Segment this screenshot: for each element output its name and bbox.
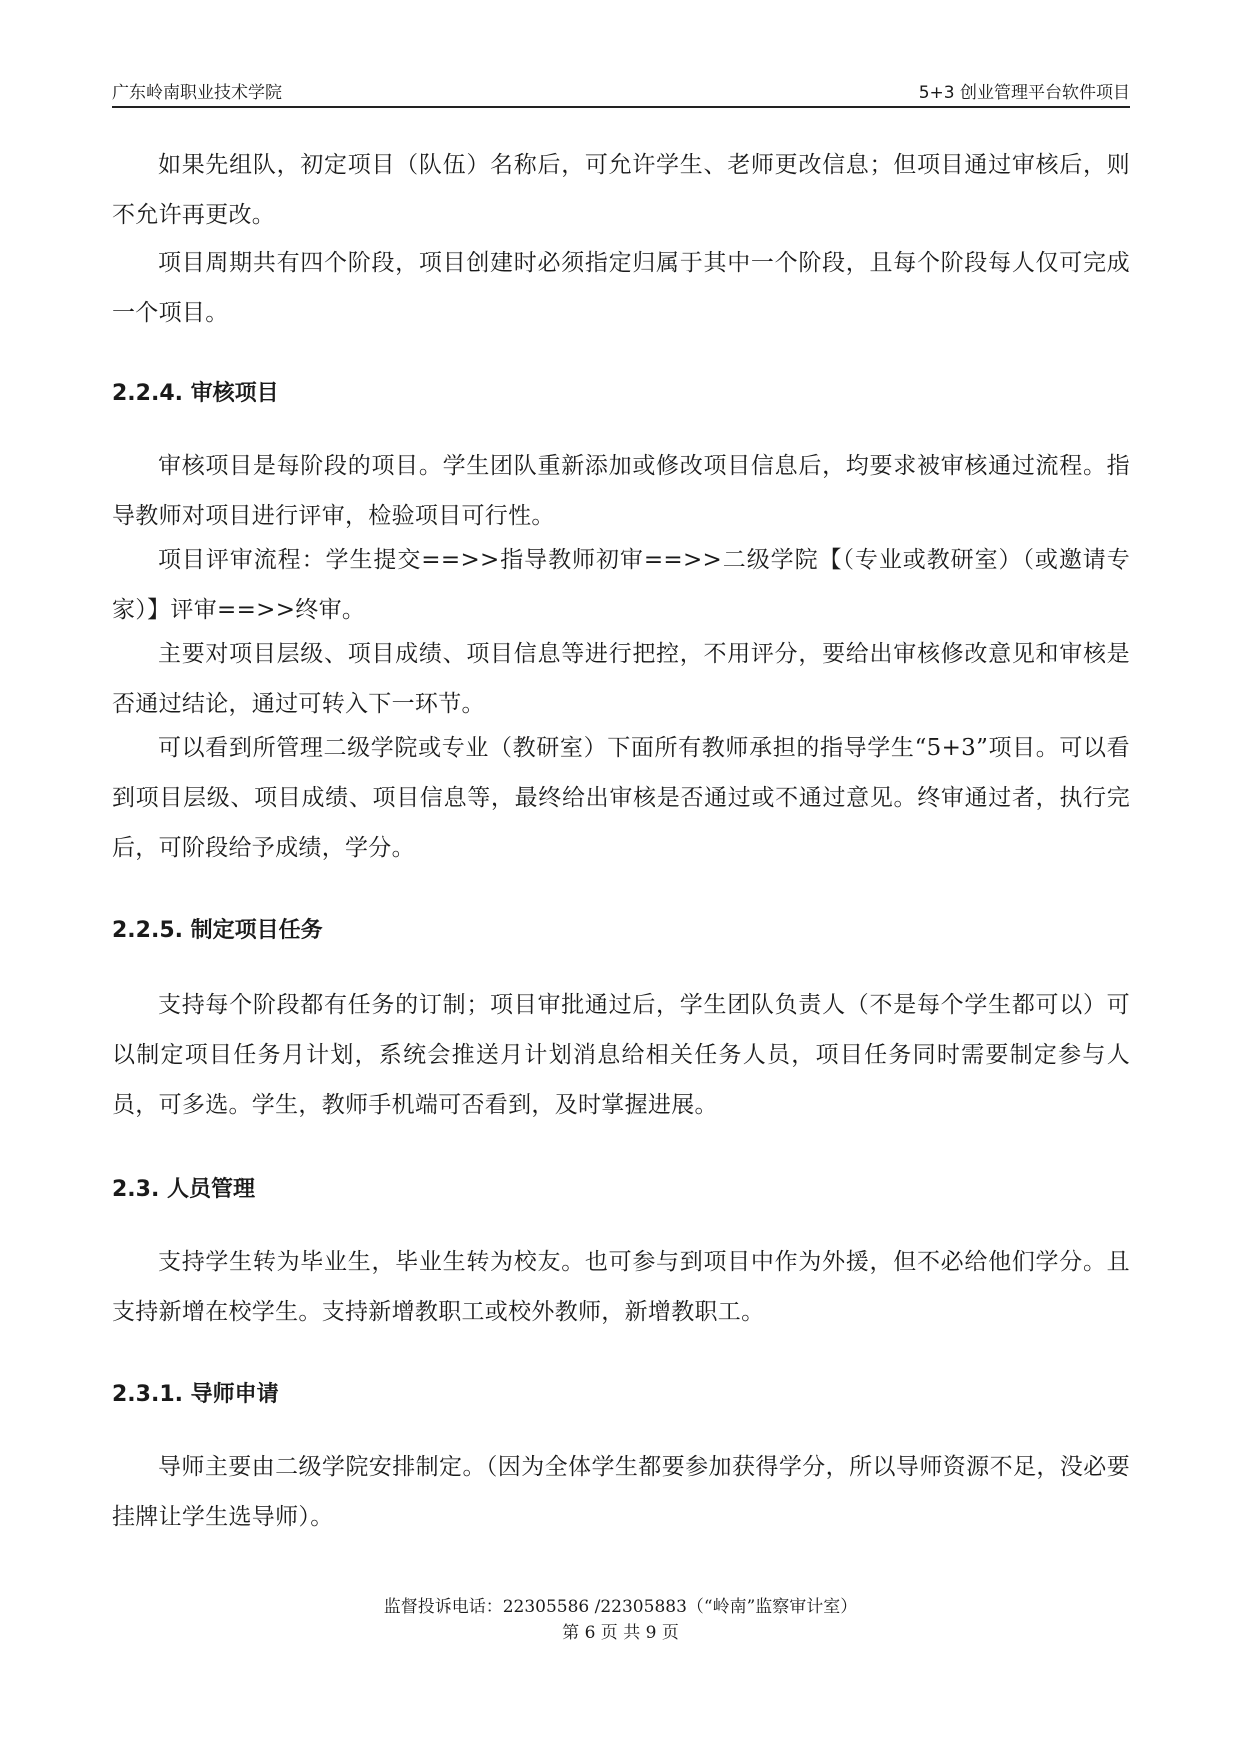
- paragraph: 主要对项目层级、项目成绩、项目信息等进行把控，不用评分，要给出审核修改意见和审核是否通过结论，通过可转入下一环节。: [112, 641, 1130, 717]
- header-institution: 广东岭南职业技术学院: [112, 83, 282, 103]
- header-project-title: 5+3 创业管理平台软件项目: [918, 83, 1130, 103]
- paragraph: 项目周期共有四个阶段，项目创建时必须指定归属于其中一个阶段，且每个阶段每人仅可完成一个项目。: [112, 250, 1130, 326]
- section-heading: 2.2.4. 审核项目: [112, 381, 279, 406]
- section-heading: 2.3. 人员管理: [112, 1177, 255, 1202]
- paragraph: 支持学生转为毕业生，毕业生转为校友。也可参与到项目中作为外援，但不必给他们学分。且支持新增在校学生。支持新增教职工或校外教师，新增教职工。: [112, 1249, 1130, 1325]
- paragraph: 支持每个阶段都有任务的订制；项目审批通过后，学生团队负责人（不是每个学生都可以）可以制定项目任务月计划，系统会推送月计划消息给相关任务人员，项目任务同时需要制定参与人员，可多选。学生，教师手机端可否看到，及时掌握进展。: [112, 992, 1130, 1118]
- document-body: [112, 140, 1130, 1542]
- paragraph: 导师主要由二级学院安排制定。（因为全体学生都要参加获得学分，所以导师资源不足，没必要挂牌让学生选导师）。: [112, 1454, 1130, 1530]
- page-header: [112, 74, 1130, 108]
- paragraph: 可以看到所管理二级学院或专业（教研室）下面所有教师承担的指导学生“5+3”项目。可以看到项目层级、项目成绩、项目信息等，最终给出审核是否通过或不通过意见。终审通过者，执行完后，可阶段给予成绩，学分。: [112, 735, 1130, 861]
- page-number: 第 6 页 共 9 页: [562, 1623, 679, 1643]
- paragraph: 如果先组队，初定项目（队伍）名称后，可允许学生、老师更改信息；但项目通过审核后，则不允许再更改。: [112, 152, 1130, 228]
- section-heading: 2.2.5. 制定项目任务: [112, 918, 323, 943]
- paragraph: 项目评审流程：学生提交==>>指导教师初审==>>二级学院【（专业或教研室）（或邀请专家）】评审==>>终审。: [112, 547, 1130, 623]
- paragraph: 审核项目是每阶段的项目。学生团队重新添加或修改项目信息后，均要求被审核通过流程。指导教师对项目进行评审，检验项目可行性。: [112, 453, 1130, 529]
- footer-contact: 监督投诉电话：22305586 /22305883（“岭南”监察审计室）: [383, 1597, 858, 1617]
- section-heading: 2.3.1. 导师申请: [112, 1382, 279, 1407]
